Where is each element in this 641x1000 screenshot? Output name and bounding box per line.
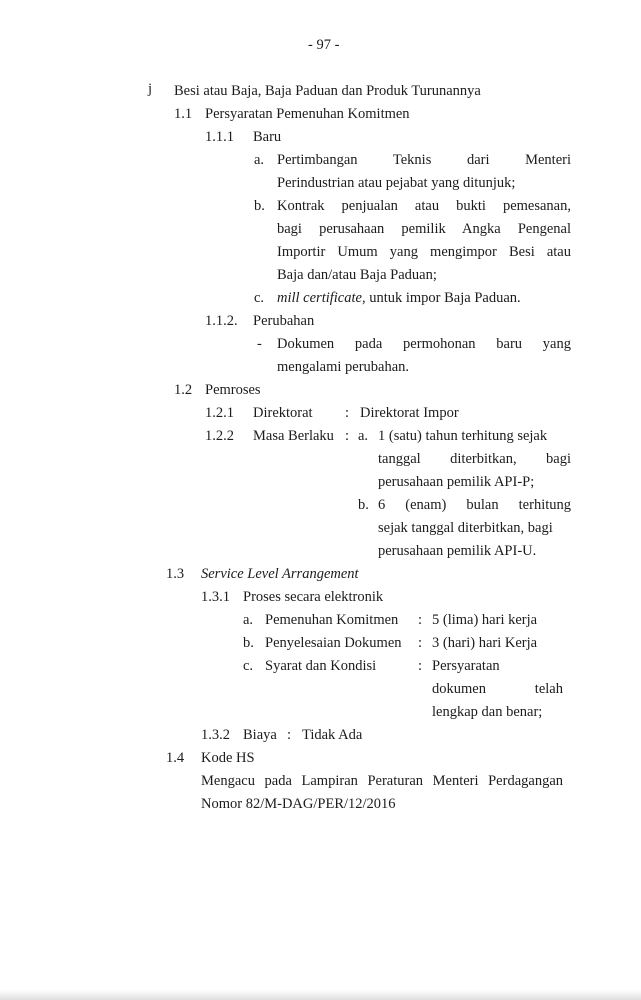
heading-1-3-1-title: Proses secara elektronik [243, 589, 384, 605]
heading-1-1-1-number: 1.1.1 [205, 129, 234, 145]
field-value: Persyaratan [432, 658, 500, 674]
heading-1-2-1-number: 1.2.1 [205, 405, 234, 421]
list-marker: a. [243, 612, 254, 628]
list-item-line: 6 (enam) bulan terhitung [378, 497, 571, 513]
list-item-line: 1 (satu) tahun terhitung sejak [378, 428, 548, 444]
heading-1-1-2-title: Perubahan [253, 313, 315, 329]
list-marker: b. [243, 635, 254, 651]
list-item-line: Perindustrian atau pejabat yang ditunjuk; [277, 175, 516, 191]
list-item-line: Baja dan/atau Baja Paduan; [277, 267, 437, 283]
field-label: Penyelesaian Dokumen [265, 635, 402, 651]
field-separator: : [345, 405, 350, 421]
list-marker: - [257, 336, 262, 352]
field-value: Direktorat Impor [360, 405, 459, 421]
heading-1-1-title: Persyaratan Pemenuhan Komitmen [205, 106, 410, 122]
field-separator: : [287, 727, 292, 743]
field-label: Masa Berlaku [253, 428, 334, 444]
list-item-line: tanggal diterbitkan, bagi [378, 451, 571, 467]
paragraph-line: Mengacu pada Lampiran Peraturan Menteri Perdagangan [201, 773, 563, 789]
list-item-line: Kontrak penjualan atau bukti pemesanan, [277, 198, 571, 214]
list-item-line: Dokumen pada permohonan baru yang [277, 336, 571, 352]
italic-term: mill certificate, [277, 290, 366, 306]
field-separator: : [345, 428, 350, 444]
list-item-line: mengalami perubahan. [277, 359, 410, 375]
heading-1-3-2-number: 1.3.2 [201, 727, 230, 743]
heading-1-3-1-number: 1.3.1 [201, 589, 230, 605]
list-marker: a. [254, 152, 265, 168]
field-value: 3 (hari) hari Kerja [432, 635, 538, 651]
list-marker: b. [358, 497, 369, 513]
list-item-line [277, 291, 521, 306]
list-marker: c. [243, 658, 254, 674]
field-label: Pemenuhan Komitmen [265, 612, 399, 628]
list-marker: a. [358, 428, 369, 444]
field-label: Biaya [243, 727, 277, 743]
field-value: Tidak Ada [302, 727, 363, 743]
list-marker: b. [254, 198, 265, 214]
field-separator: : [418, 658, 423, 674]
field-separator: : [418, 635, 423, 651]
heading-1-1-2-number: 1.1.2. [205, 313, 238, 329]
heading-1-4-number: 1.4 [166, 750, 185, 766]
heading-1-4-title: Kode HS [201, 750, 255, 766]
heading-1-2-title: Pemroses [205, 382, 261, 398]
heading-1-3-number: 1.3 [166, 566, 185, 582]
section-title: Besi atau Baja, Baja Paduan dan Produk Turunannya [174, 83, 481, 99]
list-marker: c. [254, 290, 265, 306]
page-number: - 97 - [308, 37, 340, 53]
list-item-rest: untuk impor Baja Paduan. [365, 290, 521, 306]
list-item-line: Importir Umum yang mengimpor Besi atau [277, 244, 571, 260]
field-label: Syarat dan Kondisi [265, 658, 377, 674]
list-item-line: bagi perusahaan pemilik Angka Pengenal [277, 221, 571, 237]
field-separator: : [418, 612, 423, 628]
field-value: 5 (lima) hari kerja [432, 612, 538, 628]
section-marker: j [148, 81, 153, 97]
heading-1-1-number: 1.1 [174, 106, 193, 122]
heading-1-2-number: 1.2 [174, 382, 193, 398]
field-value: dokumen telah [432, 681, 563, 697]
list-item-line: perusahaan pemilik API-P; [378, 474, 535, 490]
field-label: Direktorat [253, 405, 313, 421]
scan-bottom-edge [0, 990, 641, 1000]
field-value: lengkap dan benar; [432, 704, 543, 720]
paragraph-line: Nomor 82/M-DAG/PER/12/2016 [201, 796, 396, 812]
heading-1-1-1-title: Baru [253, 129, 282, 145]
list-item-line: Pertimbangan Teknis dari Menteri [277, 152, 571, 168]
list-item-line: sejak tanggal diterbitkan, bagi [378, 520, 553, 536]
heading-1-2-2-number: 1.2.2 [205, 428, 234, 444]
heading-1-3-title: Service Level Arrangement [201, 566, 359, 582]
list-item-line: perusahaan pemilik API-U. [378, 543, 537, 559]
